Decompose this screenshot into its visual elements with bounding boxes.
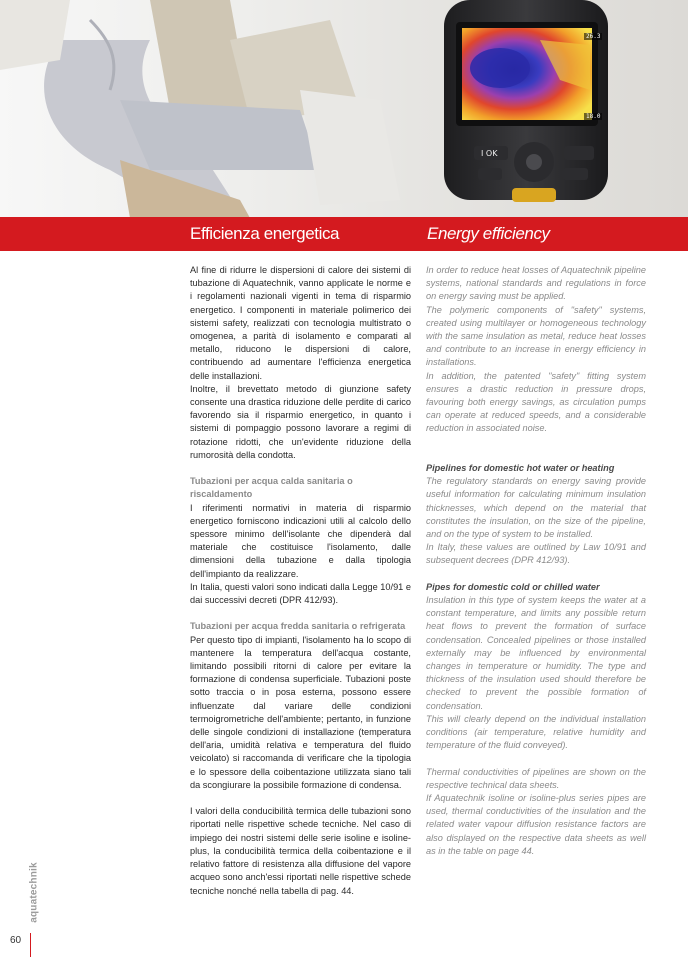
it-intro-paragraph: Inoltre, il brevettato metodo di giunzione safety consente una drastica riduzione delle perdite di carico favorendo sia il risparmio energetico, in quanto i sistemi di pompaggio possono lavorare a regimi di rotazione ridotti, che un'evidente riduzione della rumorosità della condotta. xyxy=(190,383,411,460)
en-hot-water-paragraph: In Italy, these values are outlined by Law 10/91 and subsequent decrees (DPR 412/93). xyxy=(426,542,646,566)
it-intro-paragraph: Al fine di ridurre le dispersioni di calore dei sistemi di tubazione di Aquatechnik, vanno applicate le norme e i regolamenti nazionali vigenti in tema di risparmio energetico. I componenti in materiale polimerico dei sistemi safety, realizzati con tecnologia multistrato o omogenea, a parità di isolamento e comparati al metallo, riducono le dispersioni di calore, contribuendo ad aumentare l'efficienza energetica delle installazioni. xyxy=(190,265,411,381)
en-cold-water-paragraph: Insulation in this type of system keeps the water at a constant temperature, and limits any possible return heat flows to prevent the formation of surface condensation. Concealed pipelines or those installed externally may be influenced by environmental changes in temperature or humidity. The type and thickness of the insulation used should therefore be checked to prevent the possible formation of condensation. xyxy=(426,595,646,711)
camera-ok-label: I OK xyxy=(481,149,498,158)
en-intro-paragraph: In order to reduce heat losses of Aquatechnik pipeline systems, national standards and regulations in force on energy saving must be applied. xyxy=(426,265,646,302)
page-number: 60 xyxy=(10,935,22,946)
brand-logo-text: aquatechnik xyxy=(28,862,40,923)
en-intro-paragraph: In addition, the patented "safety" fitting system ensures a drastic reduction in pressure drops, favouring both energy savings, as circulation pumps can operate at reduced speeds, and a considerable reduction in associated noise. xyxy=(426,370,646,434)
en-hot-water-paragraph: The regulatory standards on energy saving provide useful information for calculating minimum insulation thicknesses, which depend on the material that constitutes the insulation, on the size of the pipeline, and on the type of system to be installed. xyxy=(426,476,646,540)
en-conductivity-paragraph: Thermal conductivities of pipelines are shown on the respective technical data sheets. xyxy=(426,766,646,790)
thermal-max-readout: 26.3 xyxy=(586,33,601,40)
title-band xyxy=(0,217,688,251)
thermal-camera xyxy=(444,0,608,202)
page-number-rule xyxy=(30,933,31,957)
it-hot-water-heading: Tubazioni per acqua calda sanitaria o riscaldamento xyxy=(190,476,353,500)
it-hot-water-paragraph: In Italia, questi valori sono indicati dalla Legge 10/91 e dai successivi decreti (DPR 412/93). xyxy=(190,581,411,606)
hero-photo xyxy=(0,0,688,218)
it-conductivity-paragraph: I valori della conducibilità termica delle tubazioni sono riportati nelle rispettive schede tecniche. Nel caso di impiego dei nostri sistemi delle serie isoline e isoline-plus, la conducibilità termica della coibentazione e il relativo fattore di resistenza alla diffusione del vapore acqueo sono anch'essi riportati nelle rispettive schede tecniche nonché nella tabella di pag. 44. xyxy=(190,806,411,896)
en-conductivity-paragraph: If Aquatechnik isoline or isoline-plus series pipes are used, thermal conductivities of the insulation and the related water vapour diffusion resistance factors are also displayed on the respective data sheets as well as in the table on page 44. xyxy=(426,793,646,856)
english-column xyxy=(426,264,646,858)
en-cold-water-heading: Pipes for domestic cold or chilled water xyxy=(426,581,600,592)
en-intro-paragraph: The polymeric components of "safety" systems, created using multilayer or homogeneous technology with the same insulation as metal, reduce heat losses and contribute to an increase in energy efficiency in installations. xyxy=(426,304,646,368)
it-cold-water-paragraph: Per questo tipo di impianti, l'isolamento ha lo scopo di mantenere la temperatura dell'acqua costante, limitando possibili ritorni di calore per evitare la formazione di condensa superficiale. Tubazioni poste sotto traccia o in posa esterna, possono essere influenzate dal variare delle condizioni termoigrometriche dell'ambiente; pertanto, in funzione delle singole condizioni di installazione (temperatura dell'aria, umidità relativa e temperatura del fluido veicolato) si raccomanda di verificare che la tipologia e lo spessore della coibentazione utilizzata siano tali da scongiurare la possibile formazione di condensa. xyxy=(190,634,411,790)
title-italian: Efficienza energetica xyxy=(190,224,340,243)
title-english: Energy efficiency xyxy=(427,224,550,243)
thermal-min-readout: 18.0 xyxy=(586,113,601,120)
italian-column xyxy=(190,264,411,898)
it-cold-water-heading: Tubazioni per acqua fredda sanitaria o refrigerata xyxy=(190,621,406,632)
en-hot-water-heading: Pipelines for domestic hot water or heating xyxy=(426,463,615,474)
insulated-pipes xyxy=(0,0,400,218)
it-hot-water-paragraph: I riferimenti normativi in materia di risparmio energetico forniscono indicazioni utili al calcolo dello spessore minimo dell'isolante che dipenderà dal materiale che costituisce l'isolamento, dalle dimensioni della tubazione e dalla tipologia dell'impianto da realizzare. xyxy=(190,502,411,579)
en-cold-water-paragraph: This will clearly depend on the individual installation conditions (air temperature, relative humidity and temperature of the fluid conveyed). xyxy=(426,713,646,751)
